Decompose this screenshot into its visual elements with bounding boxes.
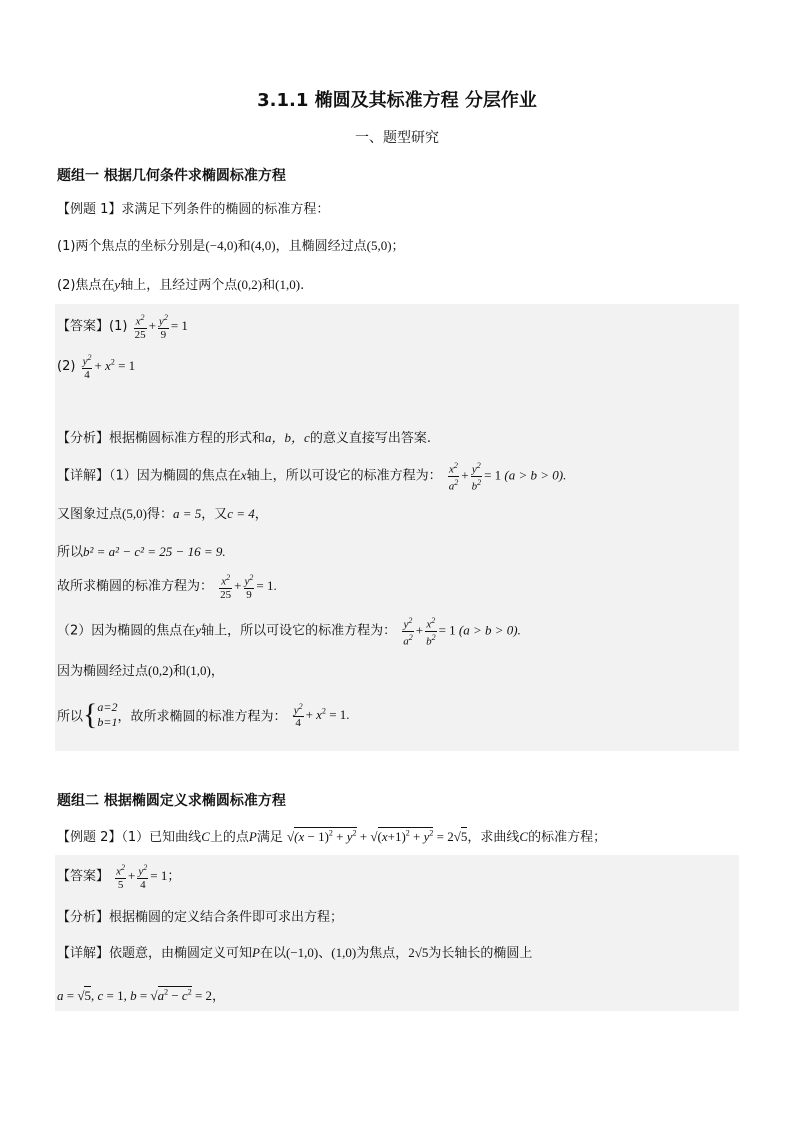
group1-heading: 题组一 根据几何条件求椭圆标准方程	[57, 168, 286, 184]
line-so-text: 所以	[57, 709, 84, 725]
analysis-text: 根据椭圆标准方程的形式和	[109, 431, 266, 446]
line-pass-a: a = 5	[172, 506, 202, 521]
line-through-p2: (1,0)	[185, 663, 211, 678]
example-text: （1）已知曲线	[121, 830, 202, 845]
detail-label: 【详解】	[57, 468, 110, 484]
line-pass-text: 又图象过点	[57, 507, 123, 522]
line-b2-text: 所以	[57, 545, 84, 560]
line-result1: 故所求椭圆的标准方程为： $\frac{x^2}{25}$ + $\frac{y^2}{9}$ = 1.	[57, 573, 277, 601]
line-through-and: 和	[172, 664, 186, 679]
q2-p1: (0,2)	[237, 277, 263, 292]
line-pass	[57, 503, 268, 522]
question-2	[57, 274, 304, 293]
definition-equation: $√(x - 1)^2 + y^2 + √(x+1)^2 + y^2 = 2√5$	[286, 828, 468, 844]
answer-end: ；	[167, 868, 181, 884]
var-c: C	[201, 829, 210, 844]
line-pass-pt: (5,0)	[122, 506, 147, 521]
question-1	[57, 235, 405, 254]
fraction: $\frac{y^2}{9}$	[244, 573, 254, 601]
last-line-end: ，	[212, 989, 226, 1004]
values-equation: a = √5, c = 1, $b = √a^2 - c^2 = 2$	[57, 987, 213, 1003]
detail-line-1: 【详解】（1）因为椭圆的焦点在x轴上，所以可设它的标准方程为： $\frac{x^2}{a^2}$ + $\frac{y^2}{b^2}$ = 1 (a > b > 0).	[57, 461, 567, 493]
analysis-label: 【分析】	[57, 910, 110, 925]
example1-line	[57, 198, 329, 217]
answer-1-prefix: (1)	[109, 318, 128, 334]
detail-1-axis: x	[240, 467, 247, 483]
fraction: $\frac{y^2}{4}$	[82, 353, 92, 381]
equation-system	[97, 700, 117, 730]
line-through-text: 因为椭圆经过点	[57, 664, 149, 679]
detail-1b: 轴上，所以可设它的标准方程为：	[246, 468, 442, 484]
example-text: 求满足下列条件的椭圆的标准方程：	[121, 202, 330, 217]
analysis-vars: a，b，c	[265, 430, 310, 445]
var-p: P	[248, 829, 257, 844]
var-p: P	[252, 945, 260, 960]
detail-f2: (1,0)	[331, 945, 357, 960]
detail-2-axis: y	[195, 622, 202, 638]
section-heading: 一、题型研究	[355, 130, 439, 146]
answer-line-2: (2) $\frac{y^2}{4}$ + $x^2 = 1$	[57, 353, 136, 381]
fraction: $\frac{y^2}{a^2}$	[403, 616, 413, 648]
answer-line-g2: 【答案】 $\frac{x^2}{5}$ + $\frac{y^2}{4}$ = 1；	[57, 863, 181, 891]
detail-text: 依题意，由椭圆定义可知	[109, 946, 253, 961]
detail-text3: 为焦点，	[356, 946, 409, 961]
fraction: $\frac{x^2}{a^2}$	[448, 461, 459, 493]
example-text2: 上的点	[209, 830, 249, 845]
line-result1-text: 故所求椭圆的标准方程为：	[57, 578, 214, 594]
example-text5: 的标准方程；	[528, 830, 607, 845]
answer-2-prefix: (2)	[57, 358, 76, 374]
detail-2-cond: (a > b > 0).	[458, 622, 521, 638]
group2-heading: 题组二 根据椭圆定义求椭圆标准方程	[57, 793, 286, 809]
q2-p2: (1,0)	[275, 277, 301, 292]
brace-symbol: {	[83, 698, 98, 731]
line-pass-cval: c = 4	[227, 506, 255, 521]
q2-end: .	[300, 278, 305, 293]
fraction: $\frac{x^2}{25}$	[134, 313, 146, 341]
detail-line-2: （2）因为椭圆的焦点在y轴上，所以可设它的标准方程为： $\frac{y^2}{a^2}$ + $\frac{x^2}{b^2}$ = 1 (a > b > 0).	[57, 616, 521, 648]
q2-and: 和	[262, 278, 276, 293]
detail-label: 【详解】	[57, 946, 110, 961]
line-pass-end: ，	[254, 507, 268, 522]
example-text4: ，求曲线	[467, 830, 520, 845]
q1-text: (1)两个焦点的坐标分别是	[57, 239, 206, 254]
page-title: 3.1.1 椭圆及其标准方程 分层作业	[257, 90, 537, 111]
fraction: $\frac{x^2}{b^2}$	[426, 616, 436, 648]
analysis-text: 根据椭圆的定义结合条件即可求出方程；	[109, 910, 344, 925]
detail-f1: (−1,0)	[286, 945, 319, 960]
detail-line-g2	[57, 942, 532, 961]
q1-end: ；	[391, 239, 405, 254]
detail-1-cond: (a > b > 0).	[504, 467, 567, 483]
detail-len: 2√5	[408, 945, 429, 960]
fraction: $\frac{x^2}{5}$	[116, 863, 126, 891]
detail-2b: 轴上，所以可设它的标准方程为：	[201, 623, 397, 639]
detail-1: （1）因为椭圆的焦点在	[109, 468, 241, 484]
answer-label: 【答案】	[57, 868, 110, 884]
detail-2: （2）因为椭圆的焦点在	[57, 623, 196, 639]
example-text3: 满足	[256, 830, 283, 845]
example2-line	[57, 826, 606, 845]
q1-pass: ，且椭圆经过点	[275, 239, 367, 254]
answer-line-1: 【答案】(1) $\frac{x^2}{25}$ + $\frac{y^2}{9}$ = 1	[57, 313, 188, 341]
line-b2	[57, 541, 226, 560]
fraction: $\frac{y^2}{4}$	[138, 863, 148, 891]
analysis-label: 【分析】	[57, 431, 110, 446]
q2-text: (2)焦点在	[57, 278, 115, 293]
line-through-end: ，	[210, 664, 224, 679]
line-so-b: ，故所求椭圆的标准方程为：	[117, 709, 287, 725]
solution-box-1	[55, 304, 739, 751]
fraction: $\frac{y^2}{4}$	[293, 701, 303, 730]
line-through	[57, 660, 224, 679]
analysis-line-g2	[57, 906, 343, 925]
sys-b: b=1	[97, 715, 118, 729]
line-pass-c: ，又	[201, 507, 228, 522]
q1-focus2: (4,0)	[250, 238, 276, 253]
q2-rest: 轴上，且经过两个点	[120, 278, 238, 293]
example-label: 【例题 1】	[57, 202, 122, 217]
line-so: 所以{ a=2 b=1 ，故所求椭圆的标准方程为： $\frac{y^2}{4}$ + $x^2 = 1$.	[57, 698, 350, 731]
detail-sep: 、	[318, 946, 332, 961]
var-c: C	[519, 829, 529, 844]
detail-text2: 在以	[259, 946, 286, 961]
q2-axis: y	[114, 277, 121, 292]
example-label: 【例题 2】	[57, 830, 122, 845]
fraction: $\frac{y^2}{b^2}$	[471, 461, 482, 493]
detail-text4: 为长轴长的椭圆上	[428, 946, 533, 961]
q1-and: 和	[237, 239, 251, 254]
analysis-line	[57, 427, 431, 446]
last-line-g2	[57, 985, 225, 1004]
q1-focus1: (−4,0)	[205, 238, 238, 253]
line-b2-eq: b² = a² − c² = 25 − 16 = 9.	[83, 544, 226, 559]
analysis-text2: 的意义直接写出答案.	[309, 431, 431, 446]
sys-a: a=2	[97, 700, 118, 714]
line-pass-b: 得：	[146, 507, 173, 522]
answer-label: 【答案】	[57, 318, 110, 334]
line-through-p1: (0,2)	[148, 663, 173, 678]
fraction: $\frac{y^2}{9}$	[158, 313, 168, 341]
fraction: $\frac{x^2}{25}$	[220, 573, 232, 601]
q1-point: (5,0)	[366, 238, 392, 253]
